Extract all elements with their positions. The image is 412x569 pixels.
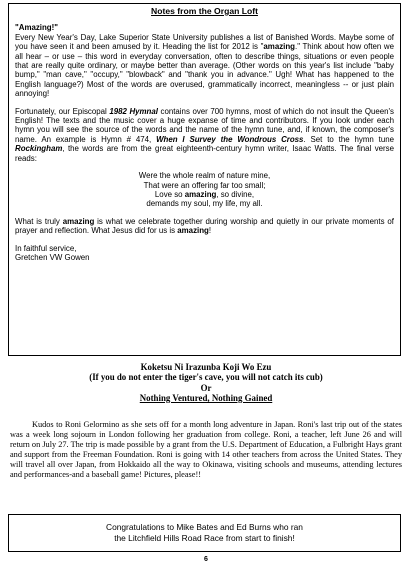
kudos-text: Kudos to Roni Gelormino as she sets off for a month long adventure in Japan. Roni's last trip out of the states was a week long sojourn in London following her graduation from college. Roni, a teacher, left June 26 and will return on July 27. The trip is made possible by a grant from the U.S. Department of Education, a Fulbright Hays grant and support from the Freeman Foundation. Roni is going with 14 other teachers from across the United States. They will travel all over Japan, from Hokkaido all the way to Okinawa, visiting schools and museums, attending lectures and performances-and a baseball game! Pictures, please!! bbox=[10, 420, 402, 480]
p2-text-b: contains over 700 hymns, most of which do not insult the Queen's English! The texts and the music cover a huge expanse of time and contributors. If you look under each hymn you will see the source of the words and the name of the hymn tune, and, if known, the composer's name. An example is Hymn # 474, bbox=[15, 106, 394, 144]
p1-text-b: ." Think about how often we all hear – or use – this word in everyday conversation, often to describe things, situations or even people that are really quite ordinary, or maybe better than average. (Other words on this year's list include "baby bump," "man cave," "occupy," "blowback" and "thank you in advance." Ugh! What has happened to the English language?) Most of the words are overused, grammatically incorrect, meaningless -- or just plain annoying! bbox=[15, 42, 394, 99]
organ-loft-box bbox=[8, 3, 401, 356]
hymn-verse bbox=[15, 171, 394, 209]
p2-text-a: Fortunately, our Episcopal bbox=[15, 106, 110, 116]
verse-line-3 bbox=[15, 190, 394, 199]
kudos-paragraph bbox=[10, 420, 402, 481]
verse-line-3-amazing: amazing bbox=[184, 189, 217, 199]
congrats-line-2: the Litchfield Hills Road Race from start to finish! bbox=[114, 532, 295, 543]
organ-loft-title: Notes from the Organ Loft bbox=[151, 6, 258, 16]
proverb-or: Or bbox=[200, 382, 212, 393]
p3-amazing-2: amazing bbox=[177, 226, 209, 236]
p1-amazing: amazing bbox=[263, 42, 295, 52]
p3-text-e: ! bbox=[208, 226, 212, 236]
verse-line-4: demands my soul, my life, my all. bbox=[146, 199, 263, 209]
verse-line-3-a: Love so bbox=[154, 189, 185, 199]
proverb-japanese: Koketsu Ni Irazunba Koji Wo Ezu bbox=[140, 362, 272, 372]
congrats-box bbox=[8, 514, 401, 552]
amazing-heading: "Amazing!" bbox=[15, 23, 58, 33]
verse-line-1: Were the whole realm of nature mine, bbox=[138, 171, 271, 181]
hymnal-name: 1982 Hymnal bbox=[109, 106, 158, 116]
signoff bbox=[15, 244, 394, 263]
hymn-title: When I Survey the Wondrous Cross bbox=[156, 134, 304, 144]
p3-text-c: is what we celebrate together during worship and quietly in our private moments of prayer and reflection. What Jesus did for us is bbox=[15, 216, 394, 236]
page-number: 6 bbox=[204, 556, 208, 563]
proverb-english: Nothing Ventured, Nothing Gained bbox=[139, 392, 273, 403]
p3-amazing-1: amazing bbox=[62, 216, 95, 226]
author-name: Gretchen VW Gowen bbox=[15, 252, 90, 262]
paragraph-conclusion bbox=[15, 217, 394, 236]
verse-line-2: That were an offering far too small; bbox=[143, 180, 266, 190]
proverb-translation: (If you do not enter the tiger's cave, you will not catch its cub) bbox=[89, 372, 323, 383]
p1-text-a: Every New Year's Day, Lake Superior State University publishes a list of Banished Words. Maybe some of you have seen it and been amused by it. Heading the list for 2012 is " bbox=[15, 32, 394, 52]
hymn-tune-name: Rockingham bbox=[15, 144, 63, 154]
paragraph-hymnal bbox=[15, 107, 394, 163]
p2-text-d: , the words are from the great eighteenth-century hymn writer, Isaac Watts. The final verse reads: bbox=[15, 144, 394, 163]
p3-text-a: What is truly bbox=[15, 216, 63, 226]
p2-text-c: . Set to the hymn tune bbox=[303, 134, 395, 144]
proverb-block bbox=[10, 362, 402, 403]
paragraph-banished-words bbox=[15, 23, 394, 98]
congrats-line-1: Congratulations to Mike Bates and Ed Burns who ran bbox=[106, 522, 303, 532]
verse-line-3-c: , so divine, bbox=[216, 189, 255, 199]
signoff-line: In faithful service, bbox=[15, 243, 77, 253]
